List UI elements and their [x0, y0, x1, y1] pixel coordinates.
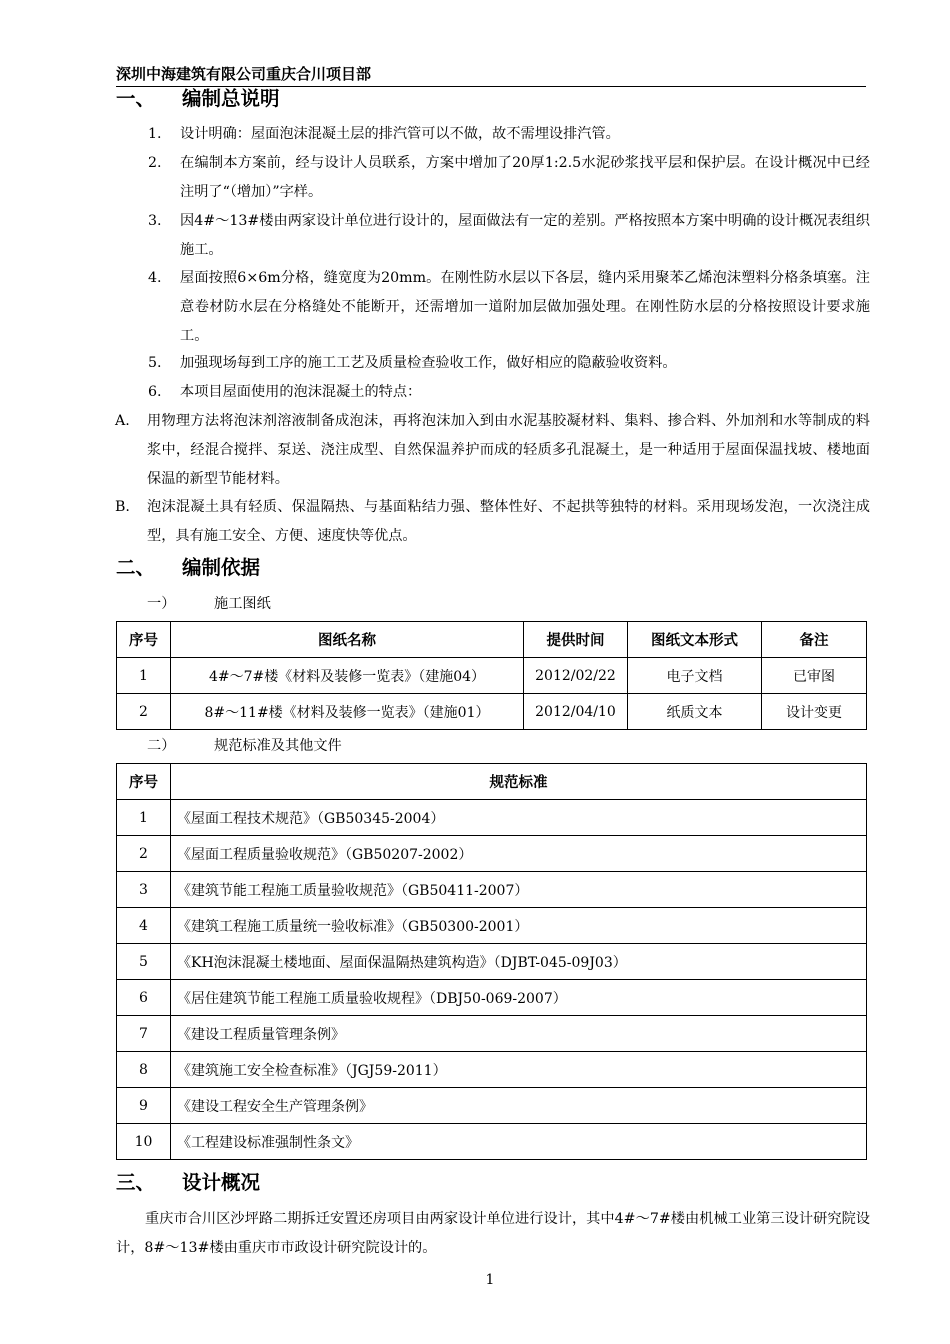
table-cell: 6: [117, 980, 171, 1016]
list-marker: 1.: [148, 126, 162, 142]
list-item-text: 屋面按照6×6m分格，缝宽度为20mm。在刚性防水层以下各层，缝内采用聚苯乙烯泡沫塑料分格条填塞。注意卷材防水层在分格缝处不能断开，还需增加一道附加层做加强处理。在刚性防水层的分格按照设计要求施工。: [180, 270, 870, 344]
table-cell: 10: [117, 1124, 171, 1160]
table-cell: 《工程建设标准强制性条文》: [171, 1124, 867, 1160]
column-header: 序号: [117, 622, 171, 658]
table-cell: 设计变更: [762, 694, 867, 730]
table-cell: 已审图: [762, 658, 867, 694]
table-cell: 9: [117, 1088, 171, 1124]
table-cell: 7: [117, 1016, 171, 1052]
table-cell: 纸质文本: [628, 694, 762, 730]
list-marker: 5.: [148, 355, 162, 371]
section-title: 编制总说明: [182, 87, 280, 110]
design-overview-paragraph: 重庆市合川区沙坪路二期拆迁安置还房项目由两家设计单位进行设计，其中4#～7#楼由机械工业第三设计研究院设计，8#～13#楼由重庆市市政设计研究院设计的。: [116, 1211, 870, 1256]
section-number: 三、: [116, 1171, 156, 1194]
standards-table: [116, 763, 867, 1160]
table-cell: 电子文档: [628, 658, 762, 694]
list-item-text: 设计明确：屋面泡沫混凝土层的排汽管可以不做，故不需埋设排汽管。: [180, 126, 620, 142]
table-cell: 2: [117, 694, 171, 730]
list-item: [148, 349, 870, 378]
subsection-title: 规范标准及其他文件: [214, 738, 342, 754]
table-cell: 《KH泡沫混凝土楼地面、屋面保温隔热建筑构造》（DJBT-045-09J03）: [171, 944, 867, 980]
table-row: [117, 908, 867, 944]
table-cell: 《建筑施工安全检查标准》（JGJ59-2011）: [171, 1052, 867, 1088]
table-cell: 4#～7#楼《材料及装修一览表》（建施04）: [171, 658, 524, 694]
table-cell: 1: [117, 800, 171, 836]
table-cell: 8#～11#楼《材料及装修一览表》（建施01）: [171, 694, 524, 730]
point-text: 用物理方法将泡沫剂溶液制备成泡沫，再将泡沫加入到由水泥基胶凝材料、集料、掺合料、外加剂和水等制成的料浆中，经混合搅拌、泵送、浇注成型、自然保温养护而成的轻质多孔混凝土，是一种适用于屋面保温找坡、楼地面保温的新型节能材料。: [147, 413, 870, 487]
list-item-text: 因4#～13#楼由两家设计单位进行设计的，屋面做法有一定的差别。严格按照本方案中明确的设计概况表组织施工。: [180, 213, 870, 258]
section-heading-3: [116, 1168, 516, 1198]
table-cell: 《建筑节能工程施工质量验收规范》（GB50411-2007）: [171, 872, 867, 908]
table-row: [117, 980, 867, 1016]
column-header: 备注: [762, 622, 867, 658]
feature-point: [115, 493, 870, 551]
list-marker: 6.: [148, 384, 162, 400]
point-marker: B.: [115, 499, 130, 515]
list-marker: 3.: [148, 213, 162, 229]
list-item-text: 在编制本方案前，经与设计人员联系，方案中增加了20厚1:2.5水泥砂浆找平层和保护层。在设计概况中已经注明了“（增加）”字样。: [180, 155, 870, 200]
column-header: 提供时间: [524, 622, 628, 658]
table-row: [117, 836, 867, 872]
section-title: 设计概况: [182, 1171, 261, 1194]
point-text: 泡沫混凝土具有轻质、保温隔热、与基面粘结力强、整体性好、不起拱等独特的材料。采用现场发泡，一次浇注成型，具有施工安全、方便、速度快等优点。: [147, 499, 870, 544]
section-title: 编制依据: [182, 556, 261, 579]
list-item-text: 本项目屋面使用的泡沫混凝土的特点：: [180, 384, 422, 400]
point-marker: A.: [115, 413, 130, 429]
page-header: 深圳中海建筑有限公司重庆合川项目部: [116, 65, 372, 83]
subsection-number: 一）: [147, 596, 176, 612]
table-cell: 3: [117, 872, 171, 908]
table-cell: 2012/04/10: [524, 694, 628, 730]
subsection-title: 施工图纸: [214, 596, 271, 612]
column-header: 规范标准: [171, 764, 867, 800]
section-heading-1: [116, 84, 516, 114]
table-cell: 《建设工程安全生产管理条例》: [171, 1088, 867, 1124]
list-marker: 2.: [148, 155, 162, 171]
table-cell: 《屋面工程质量验收规范》（GB50207-2002）: [171, 836, 867, 872]
table-row: [117, 1052, 867, 1088]
section-heading-2: [116, 553, 516, 583]
table-cell: 《居住建筑节能工程施工质量验收规程》（DBJ50-069-2007）: [171, 980, 867, 1016]
table-cell: 4: [117, 908, 171, 944]
subsection-number: 二）: [147, 738, 176, 754]
table-cell: 《建设工程质量管理条例》: [171, 1016, 867, 1052]
list-item: [148, 264, 870, 351]
column-header: 图纸名称: [171, 622, 524, 658]
list-item: [148, 149, 870, 207]
list-item: [148, 207, 870, 265]
section-number: 一、: [116, 87, 156, 110]
list-item-text: 加强现场每到工序的施工工艺及质量检查验收工作，做好相应的隐蔽验收资料。: [180, 355, 677, 371]
list-item: [148, 120, 870, 149]
table-row: [117, 694, 867, 730]
table-row: [117, 800, 867, 836]
table-row: [117, 944, 867, 980]
section-number: 二、: [116, 556, 156, 579]
list-item: [148, 378, 870, 407]
table-header-row: [117, 622, 867, 658]
table-cell: 《建筑工程施工质量统一验收标准》（GB50300-2001）: [171, 908, 867, 944]
drawings-table: [116, 621, 867, 730]
table-cell: 5: [117, 944, 171, 980]
list-marker: 4.: [148, 270, 162, 286]
table-row: [117, 658, 867, 694]
column-header: 序号: [117, 764, 171, 800]
table-cell: 2: [117, 836, 171, 872]
table-row: [117, 1016, 867, 1052]
page-number: 1: [485, 1272, 495, 1288]
column-header: 图纸文本形式: [628, 622, 762, 658]
table-row: [117, 872, 867, 908]
feature-point: [115, 407, 870, 494]
table-header-row: [117, 764, 867, 800]
table-cell: 1: [117, 658, 171, 694]
table-row: [117, 1088, 867, 1124]
table-cell: 8: [117, 1052, 171, 1088]
table-cell: 《屋面工程技术规范》（GB50345-2004）: [171, 800, 867, 836]
table-cell: 2012/02/22: [524, 658, 628, 694]
table-row: [117, 1124, 867, 1160]
